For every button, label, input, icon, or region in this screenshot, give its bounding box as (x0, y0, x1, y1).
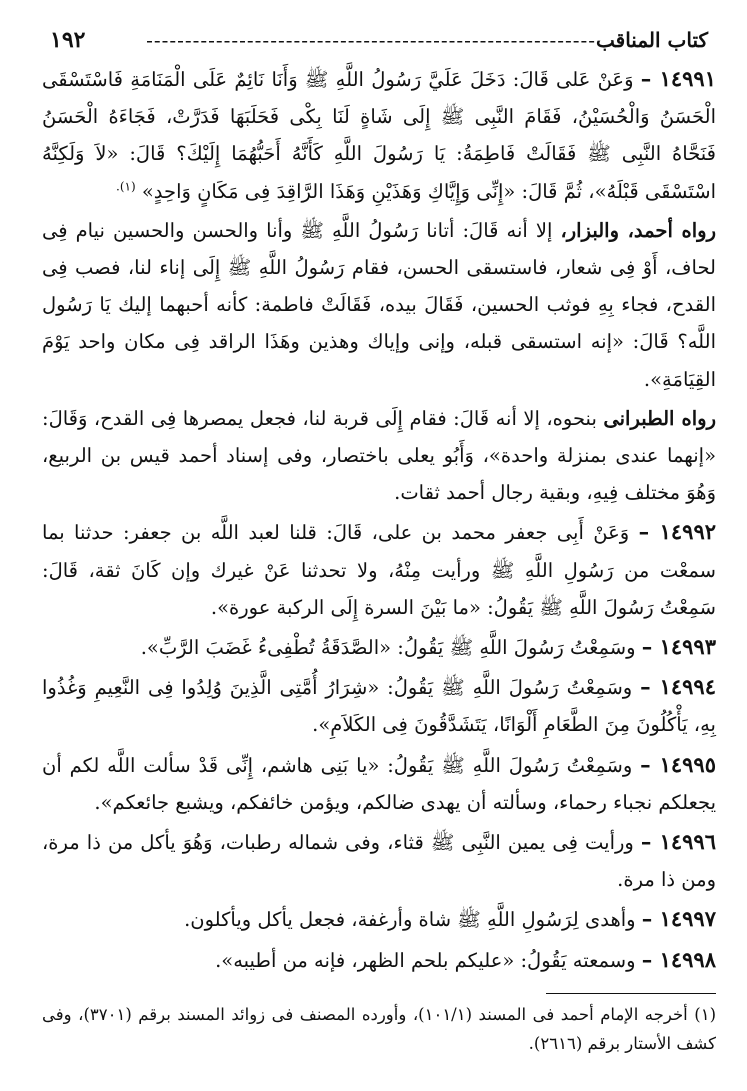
hadith-text: وَعَنْ عَلى قَالَ: دَخَلَ عَلَيَّ رَسُولُ اللَّهِ ﷺ وَأَنَا نَائِمٌ عَلَى الْمَنَامَةِ فَاسْتَسْقَى الْحَسَنُ وَالْحُسَيْنُ، فَقَامَ النَّبِى ﷺ إِلَى شَاةٍ لَنَا بِكْى فَحَلَبَهَا فَدَرَّتْ، فَجَاءَهُ الْحَسَنُ فَنَحَّاهُ النَّبِى ﷺ فَقَالَتْ فَاطِمَةُ: يَا رَسُولَ اللَّهِ كَأَنَّهُ أَحَبُّهُمَا إِلَيْكَ؟ قَالَ: «لاَ وَلَكِنَّهُ اسْتَسْقَى قَبْلَهُ»، ثُمَّ قَالَ: «إِنِّى وَإِيَّاكِ وَهَذَيْنِ وَهَذَا الرَّاقِدَ فِى مَكَانٍ وَاحِدٍ» (42, 68, 716, 203)
hadith-text: وَعَنْ أَبِى جعفر محمد بن على، قَالَ: قلنا لعبد اللَّه بن جعفر: حدثنا بما سمعْت من رَسُولِ اللَّهِ ﷺ ورأيت مِنْهُ، ولا تحدثنا عَنْ غيرك وإن كَانَ ثقة، قَالَ: سَمِعْتُ رَسُولَ اللَّهِ ﷺ يَقُولُ: «ما بَيْنَ السرة إِلَى الركبة عورة». (42, 521, 716, 619)
running-header (42, 20, 716, 60)
hadith-text: ورأيت فِى يمين النَّبِى ﷺ قثاء، وفى شماله رطبات، وَهُوَ يأكل من ذا مرة، ومن ذا مرة. (42, 831, 716, 892)
hadith-text: وسمعته يَقُولُ: «عليكم بلحم الظهر، فإنه من أطيبه». (215, 948, 636, 972)
footnote-ref: (١). (116, 179, 136, 194)
hadith-14992 (42, 513, 716, 626)
hadith-number: ١٤٩٩٣ – (641, 634, 716, 660)
source-label: رواه الطبرانى (603, 406, 716, 430)
hadith-14995 (42, 746, 716, 821)
header-rule: ---------------------------------------------------------- (146, 28, 597, 52)
hadith-number: ١٤٩٩١ – (640, 66, 716, 91)
source-text: بنحوه، إلا أنه قَالَ: فقام إِلَى قربة لنا، فجعل يمصرها فِى القدح، وَقَالَ: «إنهما عندى بمنزلة واحدة»، وَأَبُو يعلى باختصار، وفى إسناد أحمد قيس بن الربيع، وَهُوَ مختلف فِيهِ، وبقية رجال أحمد ثقات. (42, 406, 716, 505)
narration-source-1 (42, 212, 716, 398)
footnote: (١) أخرجه الإمام أحمد فى المسند (١٠١/١)، وأورده المصنف فى زوائد المسند برقم (٣٧٠١)، وفى كشف الأستار برقم (٢٦١٦). (42, 1004, 716, 1053)
hadith-number: ١٤٩٩٥ – (640, 751, 716, 777)
hadith-14996 (42, 823, 716, 898)
hadith-number: ١٤٩٩٦ – (640, 829, 716, 855)
hadith-number: ١٤٩٩٤ – (640, 674, 716, 700)
hadith-14994 (42, 668, 716, 743)
book-title: كتاب المناقب (596, 28, 708, 52)
hadith-14998 (42, 941, 716, 979)
hadith-number: ١٤٩٩٧ – (641, 906, 716, 932)
book-page (42, 20, 716, 1080)
narration-source-2 (42, 400, 716, 512)
hadith-number: ١٤٩٩٢ – (638, 519, 717, 545)
footnote-divider (546, 993, 716, 994)
main-text (42, 60, 716, 979)
hadith-14993 (42, 628, 716, 666)
hadith-text: وسَمِعْتُ رَسُولَ اللَّهِ ﷺ يَقُولُ: «يا بَنِى هاشم، إِنِّى قَدْ سألت اللَّه لكم أن يجعلكم نجباء رحماء، وسألته أن يهدى ضالكم، ويؤمن خائفكم، ويشبع جائعكم». (42, 753, 716, 814)
hadith-14997 (42, 900, 716, 938)
source-label: رواه أحمد، والبزار، (560, 218, 716, 242)
hadith-text: وسَمِعْتُ رَسُولَ اللَّهِ ﷺ يَقُولُ: «شِرَارُ أُمَّتِى الَّذِينَ وُلِدُوا فِى النَّعِيمِ وَغُذُوا بِهِ، يَأْكُلُونَ مِنَ الطَّعَامِ أَلْوَانًا، يَتَشَدَّقُونَ فِى الكَلاَمِ». (42, 676, 716, 737)
hadith-14991 (42, 60, 716, 210)
page-number: ١٩٢ (50, 27, 86, 53)
hadith-number: ١٤٩٩٨ – (641, 946, 716, 972)
hadith-text: وأهدى لِرَسُولِ اللَّهِ ﷺ شاة وأرغفة، فجعل يأكل ويأكلون. (184, 908, 636, 932)
source-text: إلا أنه قَالَ: أتانا رَسُولُ اللَّهِ ﷺ وأنا والحسن والحسين نيام فِى لحاف، أَوْ فِى شعار، فاستسقى الحسن، فقام رَسُولُ اللَّهِ ﷺ إِلَى إناء لنا، فصب فِى القدح، فجاء بِهِ فوثب الحسين، فَقَالَ بيده، فَقَالَتْ فاطمة: كأنه أحبهما إليك يَا رَسُول اللَّه؟ قَالَ: «إنه استسقى قبله، وإنى وإياك وهذين وهَذَا الراقد فِى مكان واحد يَوْمَ القِيَامَةِ». (42, 218, 716, 391)
hadith-text: وسَمِعْتُ رَسُولَ اللَّهِ ﷺ يَقُولُ: «الصَّدَقَةُ تُطْفِىءُ غَضَبَ الرَّبِّ». (140, 636, 636, 660)
